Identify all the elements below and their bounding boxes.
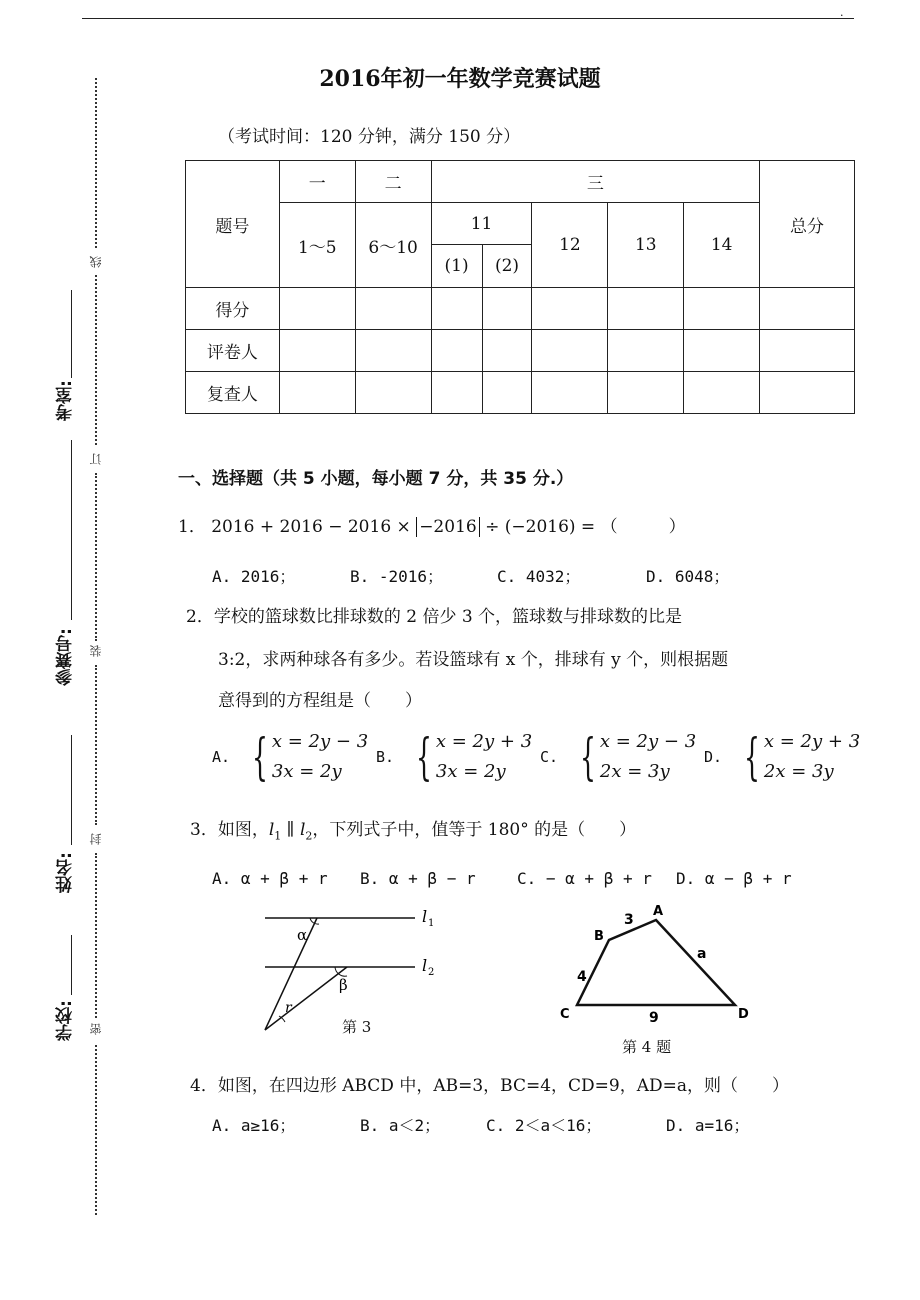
cut-dotted-line xyxy=(95,473,97,641)
q4-option-b[interactable]: B. a＜2； xyxy=(360,1116,441,1135)
sub-label-13: 13 xyxy=(608,203,684,288)
grader-cell[interactable] xyxy=(608,330,684,372)
q3-line-l1-sub: 1 xyxy=(274,829,282,843)
equation: 3x = 2y xyxy=(271,761,342,782)
vertex-c: C xyxy=(560,1007,570,1022)
label-l1: l xyxy=(422,907,428,926)
sub-label-12: 12 xyxy=(532,203,608,288)
q3-line-l2-sub: 2 xyxy=(305,829,313,843)
figure-4-diagram xyxy=(555,898,760,1028)
question-3 xyxy=(190,815,636,842)
side-bc-length: 4 xyxy=(577,969,587,985)
q3-line-l2: l xyxy=(299,820,306,840)
equation: x = 2y − 3 xyxy=(271,731,369,752)
name-label: 姓名: xyxy=(56,852,76,893)
q1-expr-a: 2016 + 2016 − 2016 × xyxy=(211,517,411,537)
cut-word-ding: 订 xyxy=(89,453,103,465)
q1-option-c[interactable]: C. 4032； xyxy=(497,567,581,586)
q4-option-d[interactable]: D. a=16； xyxy=(666,1116,750,1135)
label-l2: l xyxy=(422,956,428,975)
equation: 3x = 2y xyxy=(435,761,506,782)
contest-number-label: 参赛号: xyxy=(56,628,76,686)
q1-abs-value: −2016 xyxy=(416,517,480,537)
question-4: 4．如图，在四边形 ABCD 中，AB=3，BC=4，CD=9，AD=a，则（ ） xyxy=(190,1076,790,1096)
section-heading: 一、选择题（共 5 小题，每小题 7 分，共 35 分.） xyxy=(178,469,574,489)
q11-part-2: (2) xyxy=(482,245,532,288)
group-label-2: 二 xyxy=(355,161,431,203)
vertex-b: B xyxy=(594,929,604,944)
grader-cell[interactable] xyxy=(532,330,608,372)
brace-icon: { xyxy=(252,728,268,786)
sub-label-14: 14 xyxy=(684,203,760,288)
figure-4-caption: 第 4 题 xyxy=(622,1038,672,1056)
q3-option-d[interactable]: D. α − β + r xyxy=(676,869,792,888)
group-label-1: 一 xyxy=(279,161,355,203)
score-cell[interactable] xyxy=(608,288,684,330)
page-title: 2016年初一年数学竞赛试题 xyxy=(319,66,601,92)
sub-label-6-10: 6～10 xyxy=(355,203,431,288)
reviewer-row-label: 复查人 xyxy=(186,372,280,414)
brace-icon: { xyxy=(580,728,596,786)
q2-text-line-2: 3:2，求两种球各有多少。若设篮球有 x 个，排球有 y 个，则根据题 xyxy=(218,650,729,670)
reviewer-cell[interactable] xyxy=(279,372,355,414)
q1-option-a[interactable]: A. 2016； xyxy=(212,567,296,586)
score-table xyxy=(185,160,855,414)
grader-row-label: 评卷人 xyxy=(186,330,280,372)
option-label: D. xyxy=(704,748,723,766)
score-cell[interactable] xyxy=(355,288,431,330)
q1-option-b[interactable]: B. -2016； xyxy=(350,567,444,586)
cut-word-mi: 密 xyxy=(89,1023,103,1035)
row-header-cell: 题号 xyxy=(186,161,280,288)
equation: x = 2y + 3 xyxy=(435,731,533,752)
q2-option-c[interactable] xyxy=(540,727,696,787)
q2-text-line-3: 意得到的方程组是（ ） xyxy=(218,691,422,711)
q3-option-b[interactable]: B. α + β − r xyxy=(360,869,476,888)
exam-info: （考试时间：120 分钟，满分 150 分） xyxy=(218,127,521,147)
school-fill-line[interactable] xyxy=(71,935,72,995)
vertex-a: A xyxy=(653,904,664,919)
grader-cell[interactable] xyxy=(684,330,760,372)
angle-alpha-arc xyxy=(310,918,319,924)
vertex-d: D xyxy=(738,1007,749,1022)
corner-mark: . xyxy=(840,6,844,19)
name-fill-line[interactable] xyxy=(71,735,72,845)
score-cell[interactable] xyxy=(279,288,355,330)
reviewer-cell[interactable] xyxy=(355,372,431,414)
side-cd-length: 9 xyxy=(649,1010,659,1026)
grader-cell[interactable] xyxy=(355,330,431,372)
q2-text-line-1: 2．学校的篮球数比排球数的 2 倍少 3 个，篮球数与排球数的比是 xyxy=(186,607,683,627)
label-r: r xyxy=(285,1000,292,1016)
cut-dotted-line xyxy=(95,853,97,1018)
label-beta: β xyxy=(339,976,348,994)
q3-prefix: 3．如图， xyxy=(190,820,269,840)
label-l1-sub: 1 xyxy=(428,918,435,929)
sub-label-1-5: 1～5 xyxy=(279,203,355,288)
q3-suffix: ，下列式子中，值等于 180° 的是（ ） xyxy=(312,820,637,840)
total-header-cell: 总分 xyxy=(760,161,855,288)
exam-room-label: 考室: xyxy=(56,380,76,421)
side-ad-length: a xyxy=(697,946,707,962)
q4-option-c[interactable]: C. 2＜a＜16； xyxy=(486,1116,602,1135)
q4-option-a[interactable]: A. a≥16； xyxy=(212,1116,296,1135)
equation: 2x = 3y xyxy=(763,761,834,782)
cut-dotted-line xyxy=(95,78,97,248)
score-cell[interactable] xyxy=(431,288,482,330)
option-label: C. xyxy=(540,748,559,766)
score-cell[interactable] xyxy=(684,288,760,330)
cut-word-zhuang: 装 xyxy=(89,645,103,657)
label-l2-sub: 2 xyxy=(428,967,435,978)
grader-cell[interactable] xyxy=(279,330,355,372)
q1-blank: （ ） xyxy=(600,517,686,537)
cut-dotted-line xyxy=(95,665,97,825)
q1-option-d[interactable]: D. 6048； xyxy=(646,567,730,586)
equation: x = 2y + 3 xyxy=(763,731,861,752)
score-cell[interactable] xyxy=(482,288,532,330)
reviewer-cell[interactable] xyxy=(608,372,684,414)
equation: 2x = 3y xyxy=(599,761,670,782)
school-label: 学校: xyxy=(56,1000,76,1041)
score-row-label: 得分 xyxy=(186,288,280,330)
cut-word-feng: 封 xyxy=(89,833,103,845)
q1-expr-b: ÷ (−2016) = xyxy=(485,517,596,537)
top-rule xyxy=(82,18,854,19)
contest-number-fill-line[interactable] xyxy=(71,440,72,620)
q11-part-1: (1) xyxy=(431,245,482,288)
q2-option-a[interactable] xyxy=(212,727,368,787)
q3-option-c[interactable]: C. − α + β + r xyxy=(517,869,652,888)
cut-dotted-line xyxy=(95,275,97,445)
q2-option-d[interactable] xyxy=(704,727,860,787)
brace-icon: { xyxy=(416,728,432,786)
transversal-2 xyxy=(265,967,347,1030)
q3-line-l1: l xyxy=(268,820,275,840)
option-label: A. xyxy=(212,748,231,766)
option-label: B. xyxy=(376,748,395,766)
cut-word-xian: 线 xyxy=(89,256,103,268)
q2-option-b[interactable] xyxy=(376,727,532,787)
reviewer-cell[interactable] xyxy=(760,372,855,414)
reviewer-cell[interactable] xyxy=(482,372,532,414)
equation: x = 2y − 3 xyxy=(599,731,697,752)
question-1 xyxy=(178,512,686,537)
q1-number: 1． xyxy=(178,517,206,537)
q3-parallel: ∥ xyxy=(281,820,300,840)
sub-label-11: 11 xyxy=(431,203,532,245)
group-label-3: 三 xyxy=(431,161,760,203)
cut-dotted-line xyxy=(95,1045,97,1215)
score-cell[interactable] xyxy=(532,288,608,330)
figure-3-caption: 第 3 xyxy=(342,1018,372,1036)
grader-cell[interactable] xyxy=(431,330,482,372)
label-alpha: α xyxy=(297,926,308,944)
reviewer-cell[interactable] xyxy=(684,372,760,414)
brace-icon: { xyxy=(744,728,760,786)
reviewer-cell[interactable] xyxy=(431,372,482,414)
score-cell[interactable] xyxy=(760,288,855,330)
reviewer-cell[interactable] xyxy=(532,372,608,414)
exam-room-fill-line[interactable] xyxy=(71,290,72,378)
side-ab-length: 3 xyxy=(624,912,634,928)
grader-cell[interactable] xyxy=(760,330,855,372)
grader-cell[interactable] xyxy=(482,330,532,372)
q3-option-a[interactable]: A. α + β + r xyxy=(212,869,328,888)
